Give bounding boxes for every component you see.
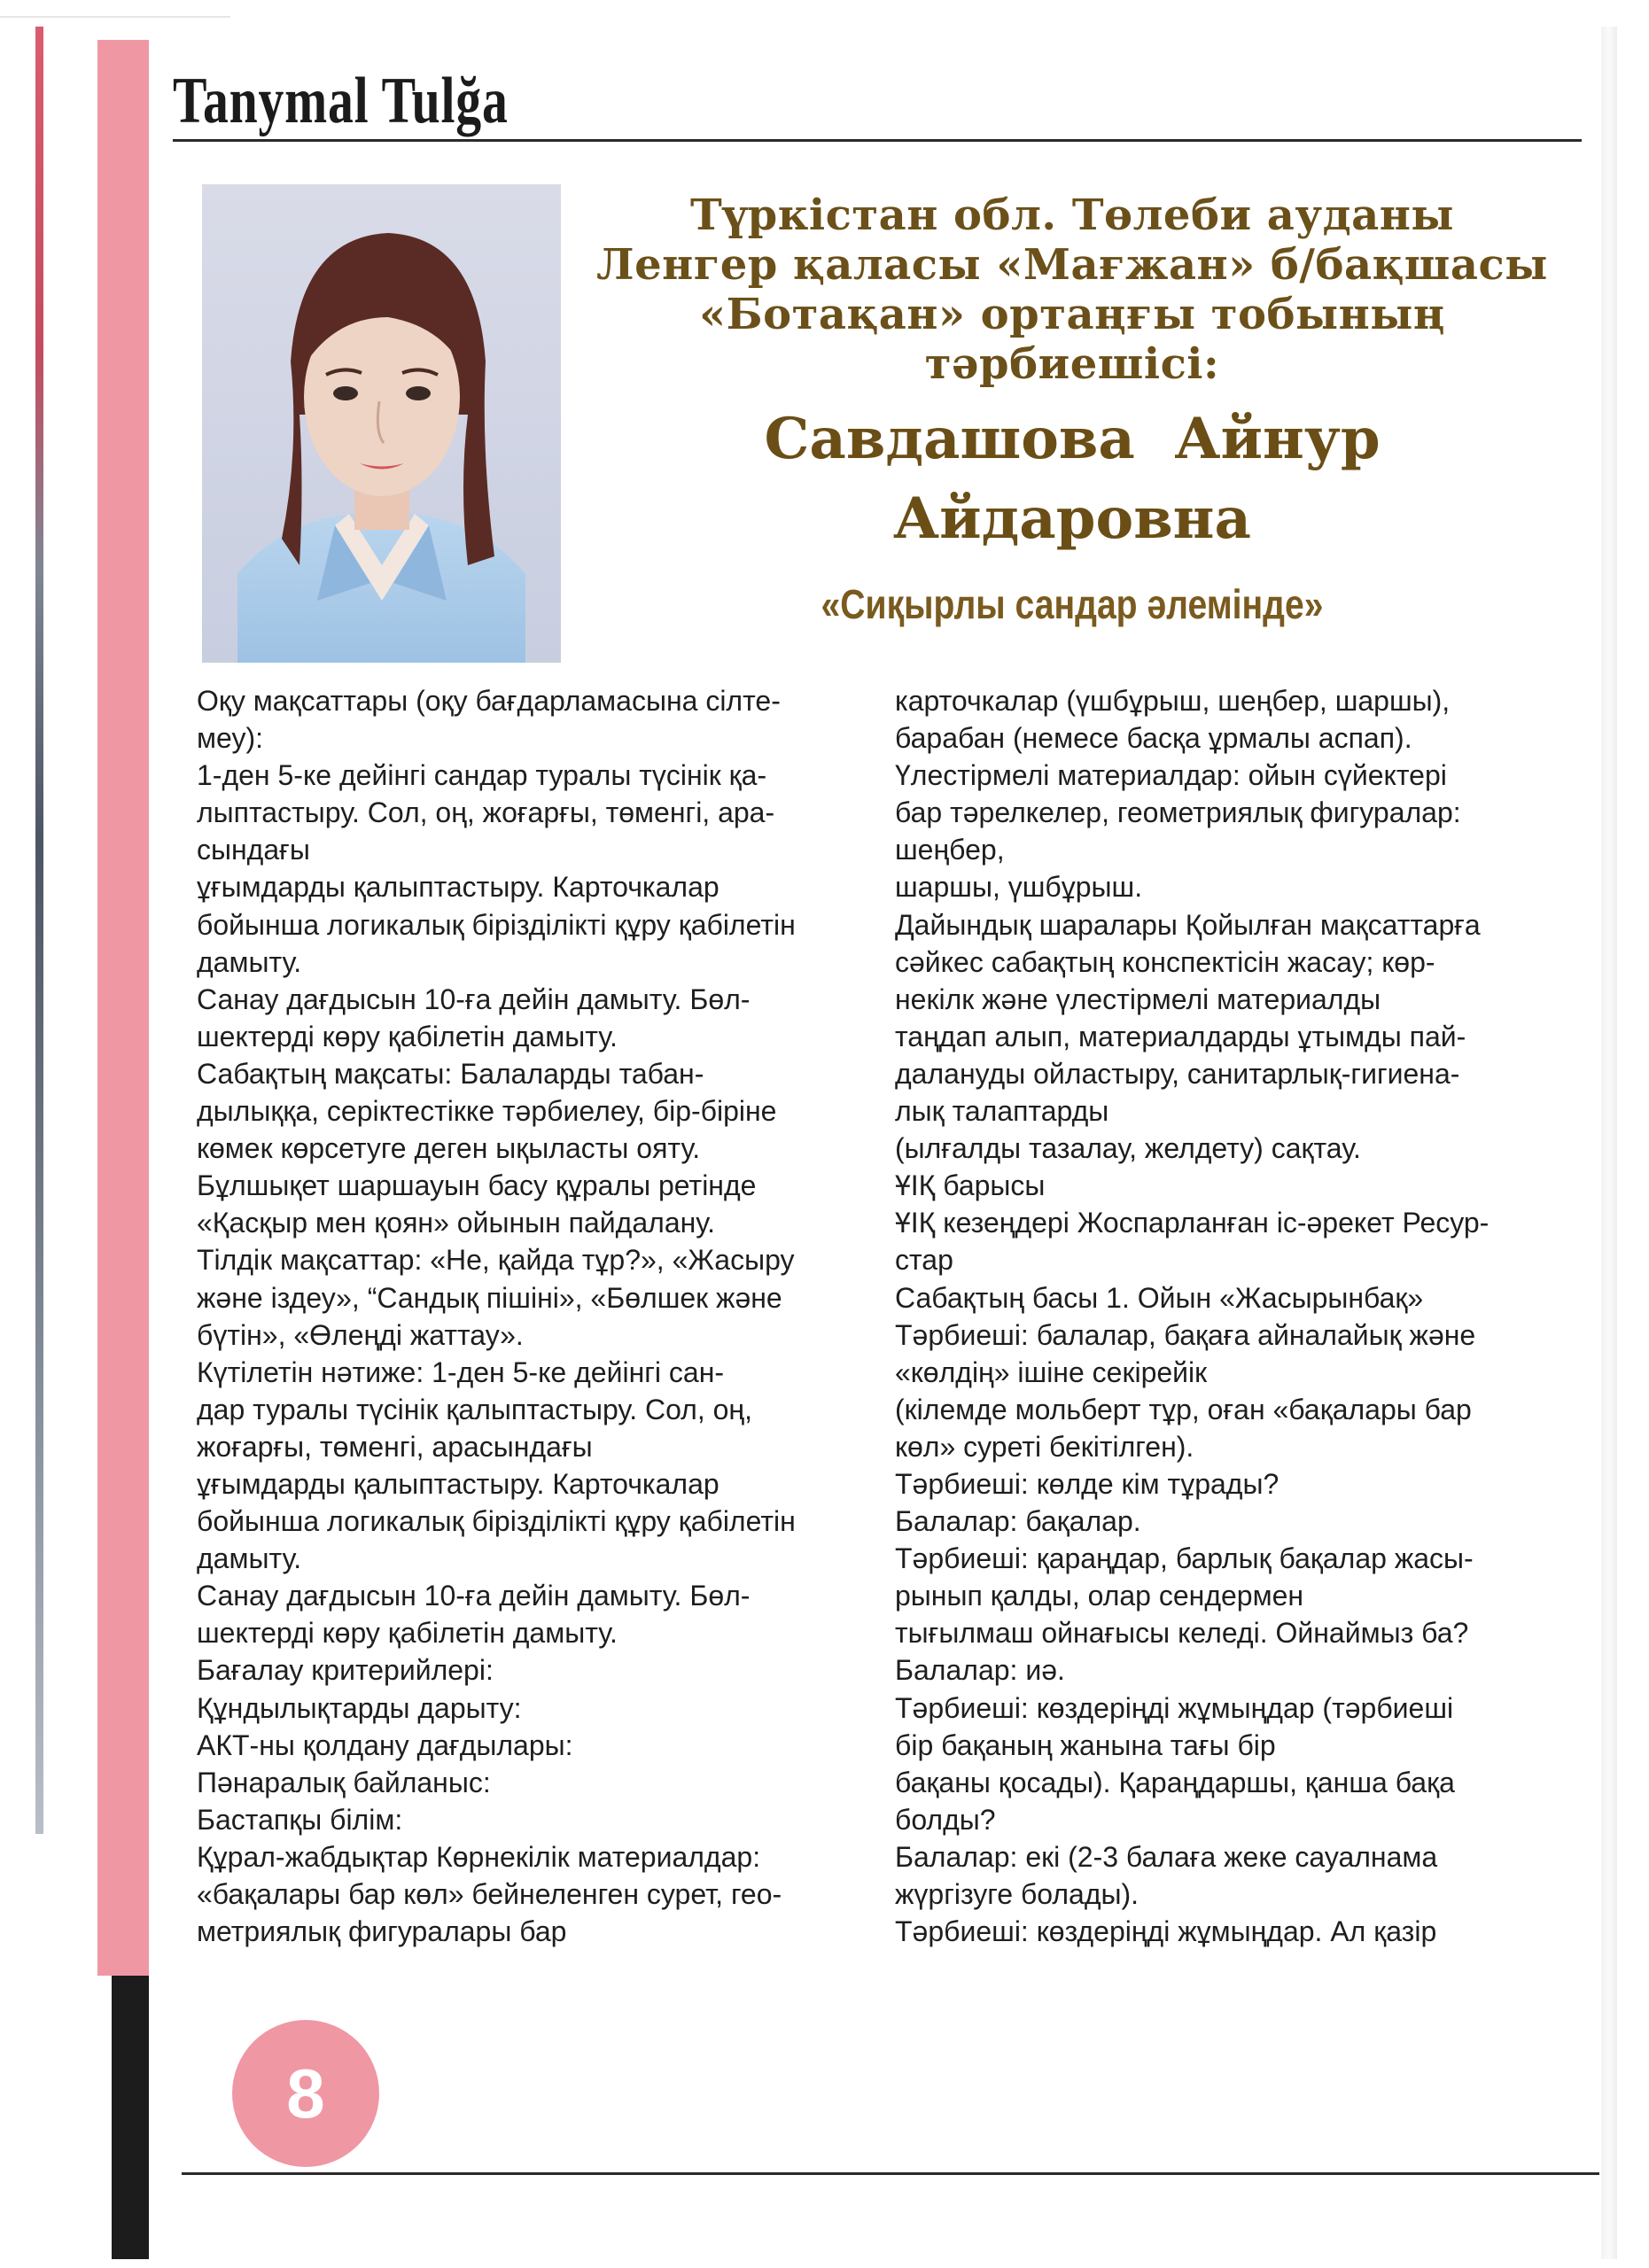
author-photo [202,184,561,663]
text-line: Құрал-жабдықтар Көрнекілік материалдар: [197,1840,761,1873]
heading-line: Ленгер қаласы «Мағжан» б/бақшасы [596,240,1548,290]
heading-line: Түркістан обл. Төлеби ауданы [690,190,1454,240]
text-line: көл» суреті бекітілген). [895,1430,1194,1463]
text-line: Пәнаралық байланыс: [197,1766,491,1798]
text-line: метриялық фигуралары бар [197,1915,567,1948]
text-line: және іздеу», “Сандық пішіні», «Бөлшек және [197,1281,782,1314]
text-line: меу): [197,722,263,755]
author-name-line: Айдаровна [893,485,1251,552]
text-line: Бағалау критерийлері: [197,1654,494,1687]
text-line: жүргізуге болады). [895,1878,1140,1910]
text-line: рынып қалды, олар сендермен [895,1580,1304,1612]
footer-rule [182,2172,1599,2175]
text-line: Дайындық шаралары Қойылған мақсаттарға [895,908,1481,941]
text-line: шектерді көру қабілетін дамыту. [197,1617,618,1650]
scan-edge-right [1601,27,1617,2259]
text-line: дамыту. [197,945,302,978]
text-line: Тілдік мақсаттар: «Не, қайда тұр?», «Жасыру [197,1244,795,1277]
text-line: болды? [895,1803,996,1836]
text-line: «Қасқыр мен қоян» ойынын пайдалану. [197,1207,715,1239]
text-line: Құндылықтарды дарыту: [197,1691,522,1724]
text-line: Тәрбиеші: көздеріңді жұмыңдар (тәрбиеші [895,1691,1454,1724]
text-line: сындағы [197,834,310,866]
text-line: Оқу мақсаттары (оқу бағдарламасына сілте- [197,685,781,717]
author-name [567,400,1577,559]
header-rule [173,139,1582,142]
text-line: көмек көрсетуге деген ықыласты ояту. [197,1132,701,1165]
text-line: Балалар: екі (2-3 балаға жеке сауалнама [895,1840,1438,1873]
text-line: Тәрбиеші: қараңдар, барлық бақалар жасы- [895,1542,1474,1575]
text-line: лыптастыру. Сол, оң, жоғарғы, төменгі, ара- [197,796,775,829]
left-column [197,682,888,1950]
text-line: Бұлшықет шаршауын басу құралы ретінде [197,1169,757,1202]
text-line: бар тәрелкелер, геометриялық фигуралар: [895,796,1461,829]
text-line: Тәрбиеші: көздеріңді жұмыңдар. Ал қазір [895,1915,1437,1948]
text-line: стар [895,1244,953,1277]
text-line: сәйкес сабақтың конспектісін жасау; көр- [895,945,1435,978]
text-line: дамыту. [197,1542,302,1575]
text-line: «көлдің» ішіне секірейік [895,1355,1208,1388]
text-line: 1-ден 5-ке дейінгі сандар туралы түсінік қа- [197,759,767,792]
text-line: бақаны қосады). Қараңдаршы, қанша бақа [895,1766,1455,1798]
text-line: бір бақаның жанына тағы бір [895,1728,1276,1761]
text-line: далануды ойластыру, санитарлық-гигиена- [895,1057,1460,1090]
heading-line: «Ботақан» ортаңғы тобының [699,290,1445,339]
page-number-badge [232,2020,379,2167]
author-name-line: Савдашова Айнур [764,406,1381,472]
text-line: Тәрбиеші: балалар, бақаға айналайық және [895,1318,1476,1351]
text-line: (кілемде мольберт тұр, оған «бақалары бар [895,1393,1472,1425]
text-line: шаршы, үшбұрыш. [895,871,1143,904]
text-line: Балалар: иә. [895,1654,1065,1687]
accent-pink-bar [97,40,149,1976]
text-line: ұғымдарды қалыптастыру. Карточкалар [197,871,719,904]
text-line: Тәрбиеші: көлде кім тұрады? [895,1467,1280,1500]
text-line: таңдап алып, материалдарды ұтымды пай- [895,1020,1466,1052]
text-line: бойынша логикалық бірізділікті құру қабілетін [197,1505,796,1538]
text-line: шеңбер, [895,834,1005,866]
text-line: Балалар: бақалар. [895,1505,1141,1538]
text-line: ҰІҚ кезеңдері Жоспарланған іс-әрекет Ресур- [895,1207,1490,1239]
article-subtitle: «Сиқырлы сандар әлемінде» [821,581,1324,627]
text-line: Үлестірмелі материалдар: ойын сүйектері [895,759,1447,792]
right-column [895,682,1586,1950]
text-line: Санау дағдысын 10-ға дейін дамыту. Бөл- [197,983,751,1015]
article-heading [567,190,1577,559]
text-line: некілк және үлестірмелі материалды [895,983,1381,1015]
text-line: Санау дағдысын 10-ға дейін дамыту. Бөл- [197,1580,751,1612]
text-line: Күтілетін нәтиже: 1-ден 5-ке дейінгі сан- [197,1355,725,1388]
text-line: «бақалары бар көл» бейнеленген сурет, гео- [197,1878,782,1910]
text-line: шектерді көру қабілетін дамыту. [197,1020,618,1052]
text-line: (ылғалды тазалау, желдету) сақтау. [895,1132,1361,1165]
magazine-brand: Tanymal Tulğa [173,65,509,137]
text-line: лық талаптарды [895,1095,1109,1128]
text-line: ұғымдарды қалыптастыру. Карточкалар [197,1467,719,1500]
text-line: барабан (немесе басқа ұрмалы аспап). [895,722,1412,755]
text-line: карточкалар (үшбұрыш, шеңбер, шаршы), [895,685,1451,717]
heading-line: тәрбиешісі: [924,339,1220,389]
text-line: дар туралы түсінік қалыптастыру. Сол, оң, [197,1393,752,1425]
text-line: ҰІҚ барысы [895,1169,1046,1202]
accent-dark-bar [112,1976,149,2259]
text-line: бойынша логикалық бірізділікті құру қабілетін [197,908,796,941]
text-line: дылыққа, серіктестікке тәрбиелеу, бір-біріне [197,1095,777,1128]
page-edge-strip [35,27,43,1834]
text-line: бүтін», «Өлеңді жаттау». [197,1318,524,1351]
text-line: Сабақтың басы 1. Ойын «Жасырынбақ» [895,1281,1424,1314]
text-line: АКТ-ны қолдану дағдылары: [197,1728,573,1761]
scan-edge-top [0,16,230,18]
text-line: тығылмаш ойнағысы келеді. Ойнаймыз ба? [895,1617,1469,1650]
text-line: Бастапқы білім: [197,1803,403,1836]
page-number: 8 [286,2054,325,2132]
text-line: Сабақтың мақсаты: Балаларды табан- [197,1057,704,1090]
text-line: жоғарғы, төменгі, арасындағы [197,1430,593,1463]
